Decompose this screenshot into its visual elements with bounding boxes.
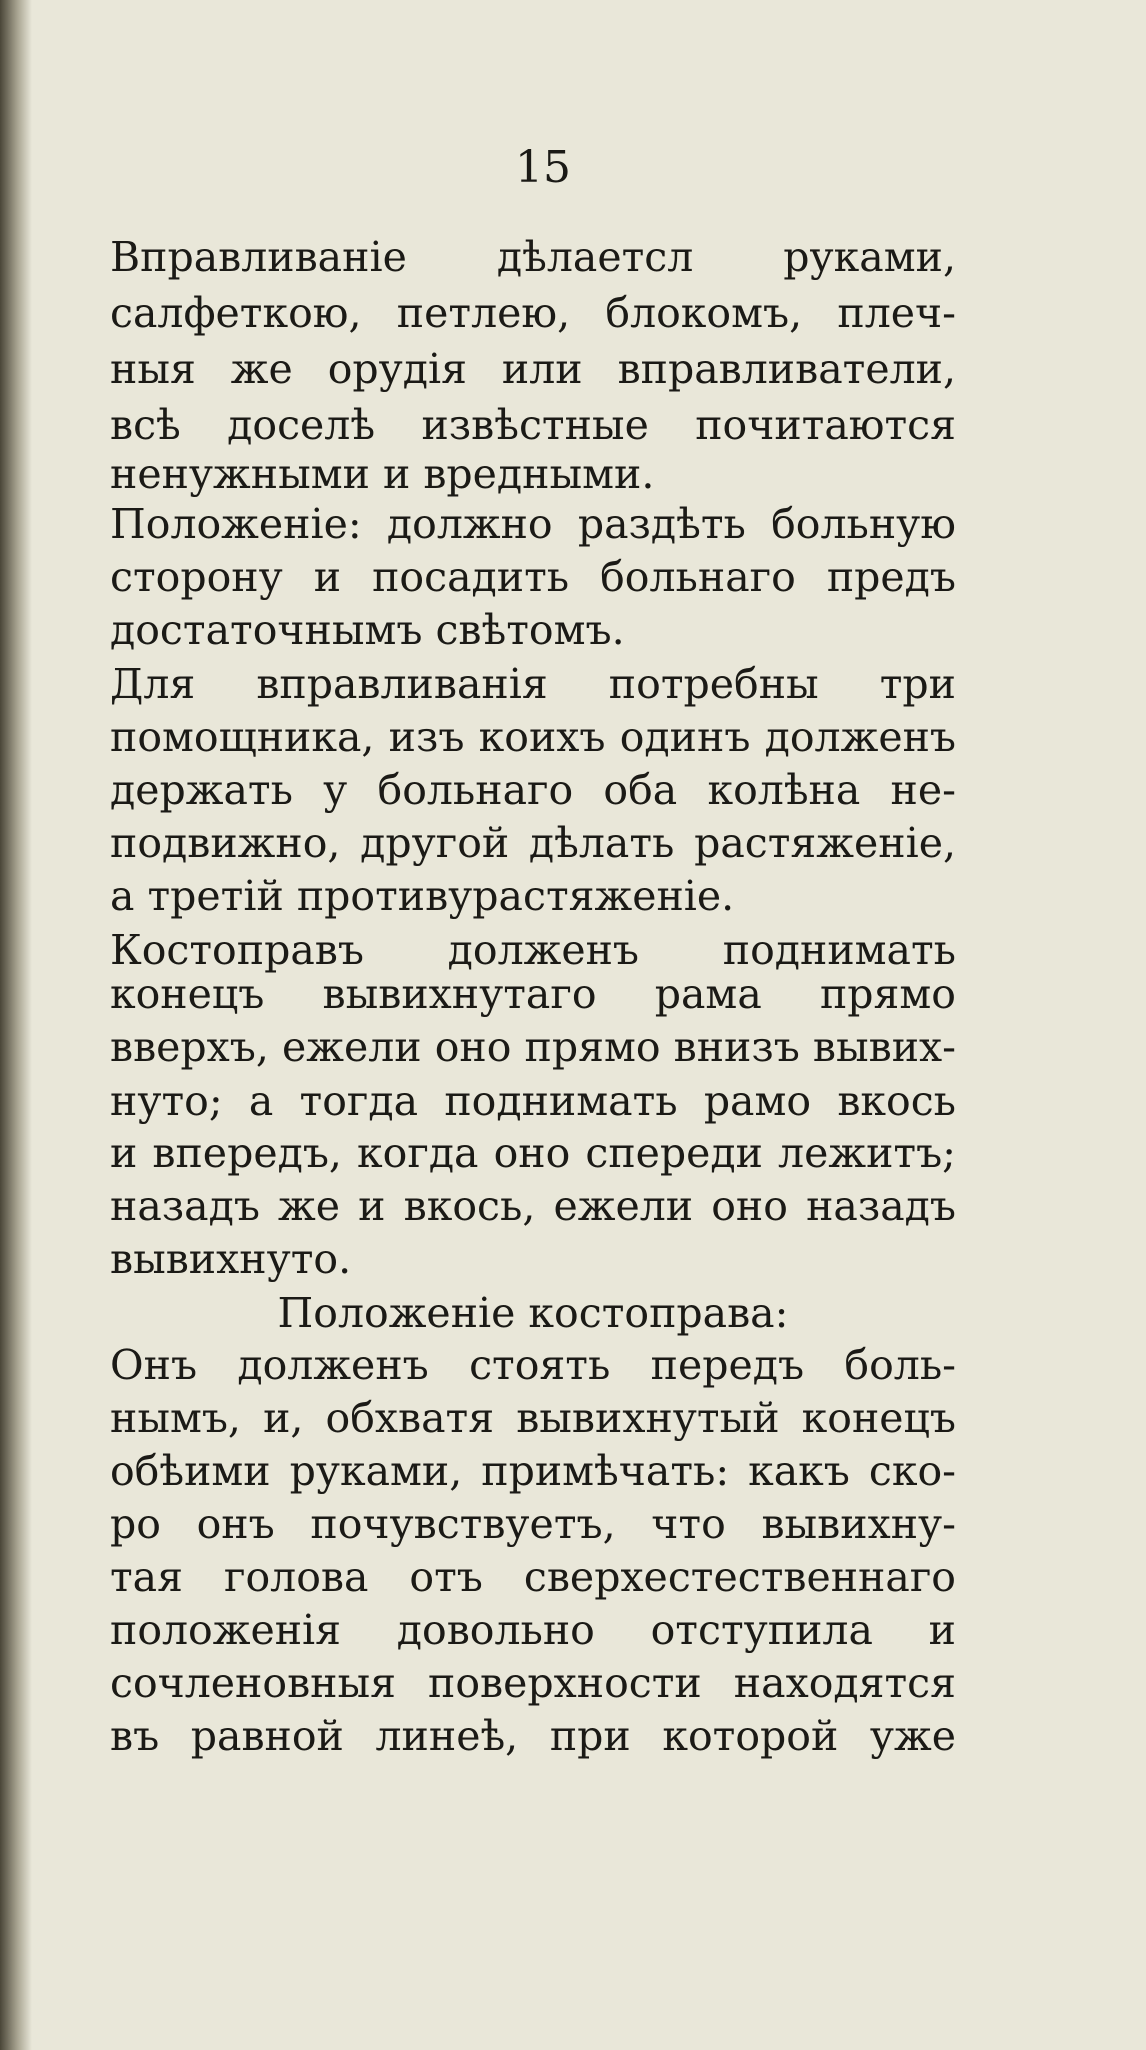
text-line: Для вправливанія потребны три bbox=[110, 660, 956, 708]
section-heading: Положеніе костоправа: bbox=[277, 1289, 789, 1337]
text-line: конецъ вывихнутаго рама прямо bbox=[110, 970, 956, 1018]
text-line: обѣими руками, примѣчать: какъ ско- bbox=[110, 1447, 956, 1495]
text-line: ро онъ почувствуетъ, что вывихну- bbox=[110, 1500, 956, 1548]
text-line: Вправливаніе дѣлаетсл руками, bbox=[110, 233, 956, 281]
text-line: помощника, изъ коихъ одинъ долженъ bbox=[110, 713, 956, 761]
text-line: тая голова отъ сверхестественнаго bbox=[110, 1553, 956, 1601]
text-line: нуто; а тогда поднимать рамо вкось bbox=[110, 1077, 956, 1125]
text-line: держать у больнаго оба колѣна не- bbox=[110, 766, 956, 814]
text-line: вверхъ, ежели оно прямо внизъ вывих- bbox=[110, 1023, 956, 1071]
text-line: а третій противурастяженіе. bbox=[110, 872, 735, 920]
page-number: 15 bbox=[515, 142, 571, 193]
text-line: въ равной линеѣ, при которой уже bbox=[110, 1712, 956, 1760]
text-line: и впередъ, когда оно спереди лежитъ; bbox=[110, 1129, 956, 1177]
text-line: подвижно, другой дѣлать растяженіе, bbox=[110, 819, 956, 867]
text-line: салфеткою, петлею, блокомъ, плеч- bbox=[110, 289, 956, 337]
text-line: вывихнуто. bbox=[110, 1235, 352, 1283]
text-line: достаточнымъ свѣтомъ. bbox=[110, 606, 625, 654]
text-line: положенія довольно отступила и bbox=[110, 1606, 956, 1654]
text-line: сторону и посадить больнаго предъ bbox=[110, 553, 956, 601]
text-line: нымъ, и, обхватя вывихнутый конецъ bbox=[110, 1394, 956, 1442]
text-line: ныя же орудія или вправливатели, bbox=[110, 345, 956, 393]
text-line: сочленовныя поверхности находятся bbox=[110, 1659, 956, 1707]
text-line: всѣ доселѣ извѣстные почитаются bbox=[110, 401, 956, 449]
text-line: ненужными и вредными. bbox=[110, 450, 655, 498]
text-line: Костоправъ долженъ поднимать bbox=[110, 926, 956, 974]
text-line: назадъ же и вкось, ежели оно назадъ bbox=[110, 1182, 956, 1230]
text-line: Онъ долженъ стоять передъ боль- bbox=[110, 1341, 956, 1389]
text-line: Положеніе: должно раздѣть больную bbox=[110, 500, 956, 548]
